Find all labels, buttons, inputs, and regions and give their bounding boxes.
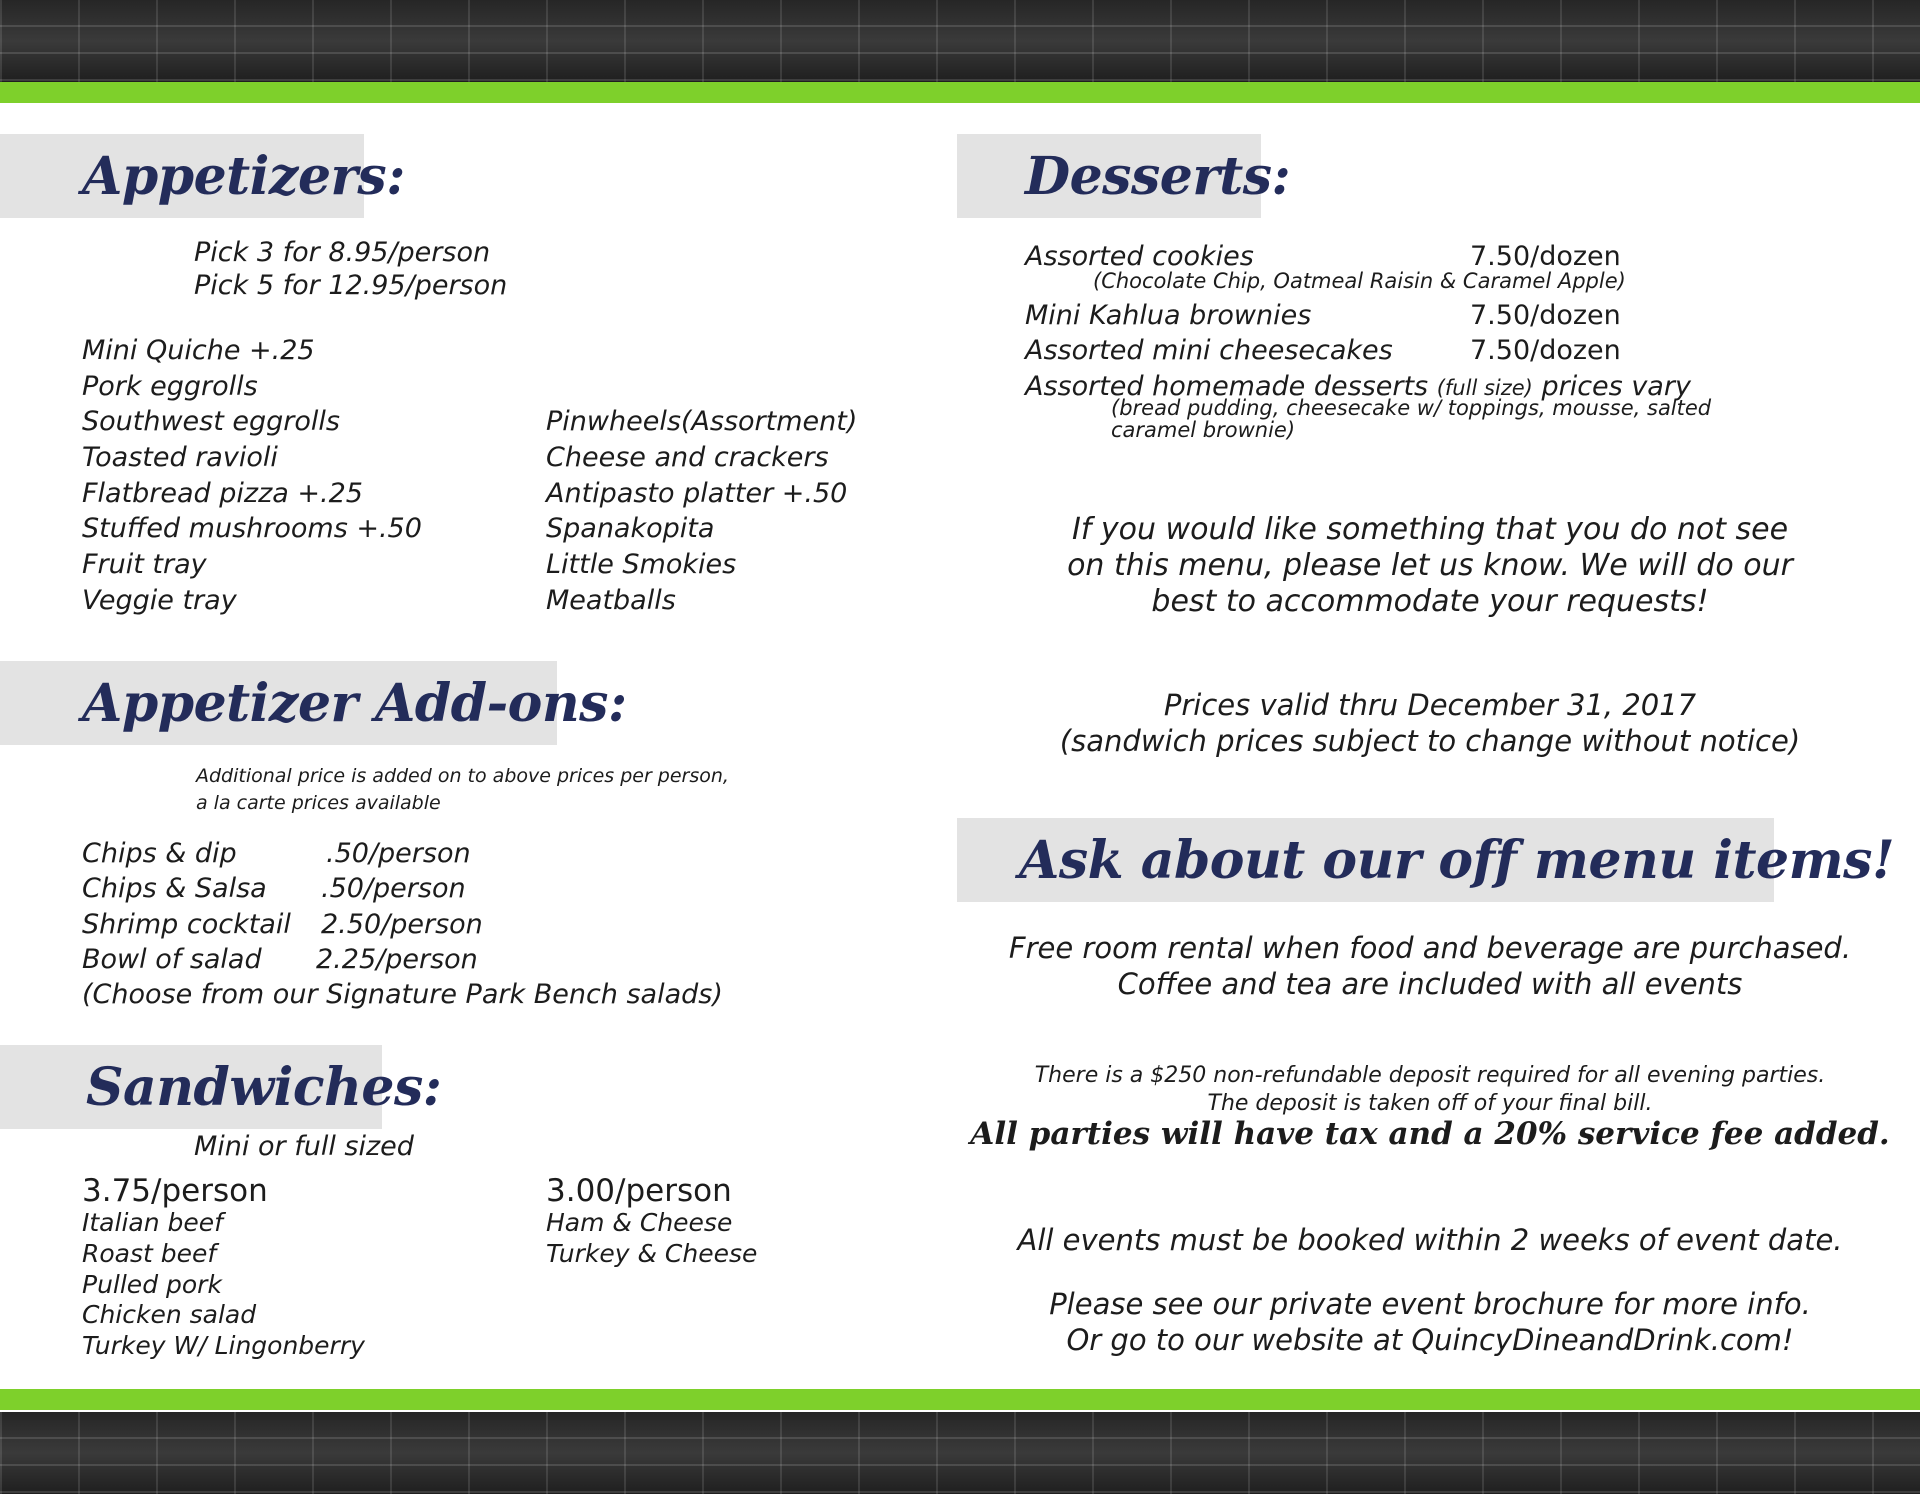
- sandwich-item: Turkey W/ Lingonberry: [82, 1331, 365, 1360]
- appetizer-item: Spanakopita: [546, 513, 715, 544]
- addon-price: .50/person: [326, 838, 471, 869]
- dessert-price: 7.50/dozen: [1470, 335, 1621, 366]
- addon-price: .50/person: [321, 873, 466, 904]
- addon-name: Shrimp cocktail: [82, 909, 291, 940]
- policy-line: Free room rental when food and beverage are purchased.: [1008, 931, 1852, 965]
- sandwich-item: Pulled pork: [82, 1270, 222, 1299]
- salad-note: (Choose from our Signature Park Bench salads): [82, 979, 723, 1010]
- pricing-pick3: Pick 3 for 8.95/person: [194, 237, 491, 268]
- request-line: If you would like something that you do not see: [1071, 512, 1789, 547]
- addon-name: Chips & dip: [82, 838, 237, 869]
- booking-notice: All events must be booked within 2 weeks of event date.: [1017, 1223, 1843, 1257]
- appetizer-item: Fruit tray: [82, 549, 207, 580]
- request-line: best to accommodate your requests!: [1151, 584, 1709, 619]
- sandwiches-header: [0, 1045, 442, 1129]
- policy-line: Please see our private event brochure for more info.: [1049, 1287, 1811, 1321]
- sandwich-item: Roast beef: [82, 1239, 217, 1268]
- addon-name: Chips & Salsa: [82, 873, 267, 904]
- dessert-price: 7.50/dozen: [1470, 300, 1621, 331]
- appetizer-item: Mini Quiche +.25: [82, 335, 315, 366]
- green-stripe-top: [0, 82, 1920, 103]
- appetizer-item: Pinwheels(Assortment): [546, 406, 858, 437]
- policy-line: There is a $250 non-refundable deposit required for all evening parties.: [1034, 1063, 1826, 1088]
- appetizer-item: Little Smokies: [546, 549, 737, 580]
- sandwich-price-300: 3.00/person: [546, 1173, 732, 1209]
- request-message: [1000, 512, 1860, 620]
- policy-line: Coffee and tea are included with all events: [1117, 967, 1743, 1001]
- brick-banner-top: [0, 0, 1920, 82]
- dessert-price: 7.50/dozen: [1470, 241, 1621, 272]
- addons-note: a la carte prices available: [196, 792, 441, 814]
- sandwich-item: Ham & Cheese: [546, 1208, 733, 1237]
- dessert-name: Assorted homemade desserts: [1025, 371, 1429, 402]
- addons-header: [0, 661, 627, 745]
- appetizer-item: Veggie tray: [82, 585, 237, 616]
- sandwiches-subtitle: Mini or full sized: [194, 1131, 414, 1162]
- addons-note: Additional price is added on to above prices per person,: [196, 765, 729, 787]
- green-stripe-bottom: [0, 1389, 1920, 1410]
- appetizer-item: Pork eggrolls: [82, 371, 258, 402]
- appetizer-item: Meatballs: [546, 585, 676, 616]
- dessert-note: (bread pudding, cheesecake w/ toppings, mousse, salted: [1111, 396, 1712, 420]
- appetizer-item: Stuffed mushrooms +.50: [82, 513, 422, 544]
- appetizer-item: Antipasto platter +.50: [546, 478, 848, 509]
- request-line: on this menu, please let us know. We will do our: [1067, 548, 1793, 583]
- deposit-info: [960, 1062, 1900, 1118]
- validity-line: Prices valid thru December 31, 2017: [1163, 688, 1697, 722]
- dessert-name: Mini Kahlua brownies: [1025, 300, 1312, 331]
- appetizers-header: [0, 134, 405, 218]
- validity-line: (sandwich prices subject to change without notice): [1059, 724, 1801, 758]
- dessert-note: caramel brownie): [1111, 418, 1296, 442]
- appetizer-item: Flatbread pizza +.25: [82, 478, 363, 509]
- brochure-info: [960, 1286, 1900, 1358]
- appetizer-item: Toasted ravioli: [82, 442, 278, 473]
- sandwich-price-375: 3.75/person: [82, 1173, 268, 1209]
- off-menu-title: Ask about our off menu items!: [1019, 829, 1895, 891]
- room-rental-info: [960, 930, 1900, 1002]
- addon-name: Bowl of salad: [82, 944, 262, 975]
- dessert-note: (Chocolate Chip, Oatmeal Raisin & Caramel Apple): [1093, 269, 1626, 293]
- appetizers-title: Appetizers:: [82, 145, 405, 207]
- policy-line: Or go to our website at QuincyDineandDrink.com!: [1066, 1323, 1794, 1357]
- brick-banner-bottom: [0, 1412, 1920, 1494]
- addon-price: 2.50/person: [321, 909, 483, 940]
- price-validity: [1000, 687, 1860, 759]
- desserts-header: [957, 134, 1291, 218]
- dessert-price: prices vary: [1541, 371, 1691, 402]
- sandwich-item: Turkey & Cheese: [546, 1239, 758, 1268]
- policy-line: The deposit is taken off of your final bill.: [1207, 1091, 1653, 1116]
- dessert-name: Assorted cookies: [1025, 241, 1254, 272]
- service-fee-notice: All parties will have tax and a 20% service fee added.: [970, 1116, 1890, 1152]
- dessert-name: Assorted mini cheesecakes: [1025, 335, 1393, 366]
- dessert-size-note: (full size): [1436, 376, 1533, 400]
- appetizer-item: Southwest eggrolls: [82, 406, 340, 437]
- addon-price: 2.25/person: [316, 944, 478, 975]
- appetizer-item: Cheese and crackers: [546, 442, 829, 473]
- sandwich-item: Chicken salad: [82, 1300, 257, 1329]
- sandwich-item: Italian beef: [82, 1208, 223, 1237]
- sandwiches-title: Sandwiches:: [86, 1056, 442, 1118]
- off-menu-header: [957, 818, 1895, 902]
- desserts-title: Desserts:: [1025, 145, 1291, 207]
- pricing-pick5: Pick 5 for 12.95/person: [194, 270, 508, 301]
- addons-title: Appetizer Add-ons:: [82, 672, 627, 734]
